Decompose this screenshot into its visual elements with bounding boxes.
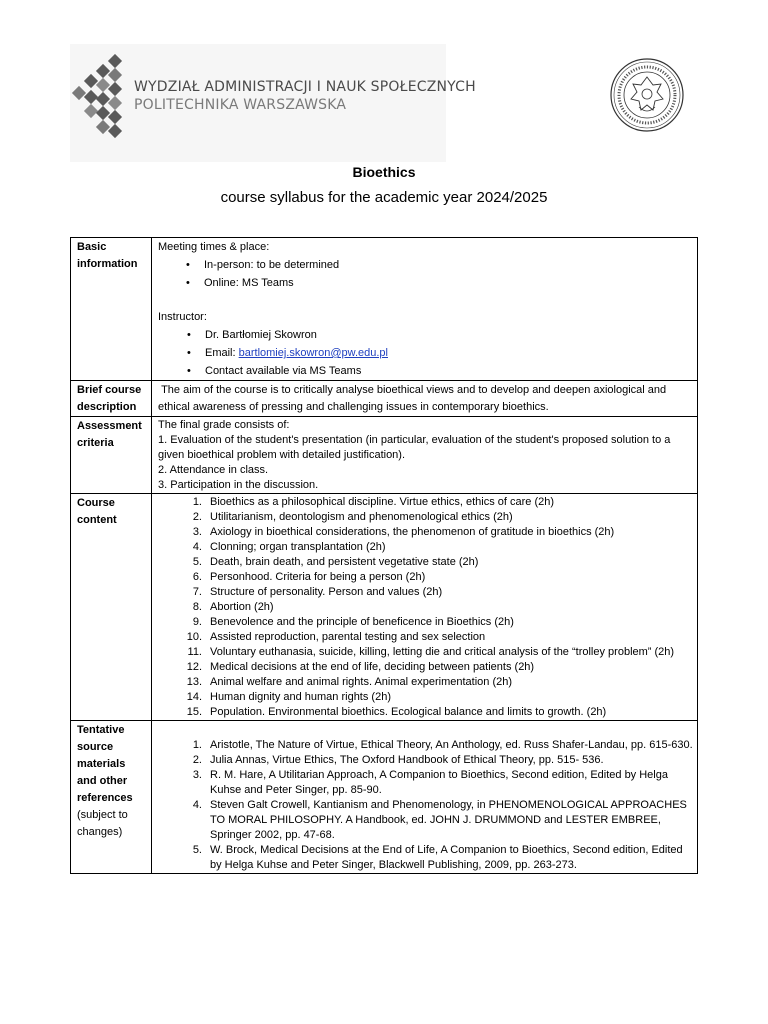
row-basic-information xyxy=(71,238,698,381)
course-content-cell xyxy=(152,494,698,721)
course-topic-item xyxy=(158,690,693,705)
course-topic-item xyxy=(158,495,693,510)
course-topic-item xyxy=(158,705,693,720)
list-number: 3. xyxy=(192,769,202,781)
list-item-text: Clonning; organ transplantation (2h) xyxy=(210,541,386,553)
row-label-assessment: Assessment criteria xyxy=(71,417,152,494)
list-number: 9. xyxy=(192,616,202,628)
instructor-name-text: Dr. Bartłomiej Skowron xyxy=(205,329,317,341)
assessment-line: 1. Evaluation of the student's presentation (in particular, evaluation of the student's proposed solution to a given bioethical problem with detailed justification). xyxy=(158,434,671,461)
list-item-text: Structure of personality. Person and values (2h) xyxy=(210,586,443,598)
faculty-name-line2: POLITECHNIKA WARSZAWSKA xyxy=(134,97,347,113)
list-item-text: Animal welfare and animal rights. Animal experimentation (2h) xyxy=(210,676,513,688)
course-topic-item xyxy=(158,540,693,555)
list-number: 3. xyxy=(192,526,202,538)
basic-information-cell xyxy=(152,238,698,381)
assessment-line: The final grade consists of: xyxy=(158,419,290,431)
list-number: 14. xyxy=(186,691,202,703)
source-reference-item xyxy=(158,798,693,843)
row-course-content xyxy=(71,494,698,721)
course-topic-item xyxy=(158,600,693,615)
course-topic-item xyxy=(158,570,693,585)
list-item-text: W. Brock, Medical Decisions at the End of Life, A Companion to Bioethics, Second edition, Edited by Helga Kuhse and Peter Singer, Blackwell Publishing, 2009, pp. 263-273. xyxy=(210,844,683,871)
list-number: 11. xyxy=(187,646,202,658)
list-number: 1. xyxy=(192,739,202,751)
source-materials-list xyxy=(158,738,693,873)
email-label: Email: xyxy=(205,347,239,359)
list-item: • Online: MS Teams xyxy=(186,274,693,292)
list-number: 13. xyxy=(186,676,202,688)
list-number: 8. xyxy=(192,601,202,613)
assessment-cell xyxy=(152,417,698,494)
instructor-email xyxy=(187,344,693,362)
list-item-text: Abortion (2h) xyxy=(210,601,274,613)
faculty-diamond-logo-icon xyxy=(70,54,132,140)
list-number: 4. xyxy=(192,799,202,811)
list-item-text: Aristotle, The Nature of Virtue, Ethical Theory, An Anthology, ed. Russ Shafer-Landau, pp. 615-630. xyxy=(210,739,693,751)
assessment-line: 3. Participation in the discussion. xyxy=(158,479,319,491)
instructor-contact xyxy=(187,362,693,380)
spacer xyxy=(158,722,693,738)
source-reference-item xyxy=(158,768,693,798)
list-item-text: Population. Environmental bioethics. Ecological balance and limits to growth. (2h) xyxy=(210,706,607,718)
source-reference-item xyxy=(158,753,693,768)
list-number: 5. xyxy=(192,844,202,856)
list-item-text: Personhood. Criteria for being a person (2h) xyxy=(210,571,426,583)
document-title: Bioethics xyxy=(352,164,416,180)
course-topic-item xyxy=(158,645,693,660)
source-materials-cell xyxy=(152,721,698,874)
course-topic-item xyxy=(158,525,693,540)
list-number: 4. xyxy=(192,541,202,553)
instructor-name xyxy=(187,326,693,344)
meeting-heading: Meeting times & place: xyxy=(158,241,270,253)
list-item-text: Medical decisions at the end of life, deciding between patients (2h) xyxy=(210,661,535,673)
source-reference-item xyxy=(158,738,693,753)
brief-description-text: The aim of the course is to critically analyse bioethical views and to develop and deepen axiological and ethical awareness of pressing and challenging issues in contemporary bioethics. xyxy=(152,381,698,417)
faculty-name xyxy=(134,78,476,114)
contact-text: Contact available via MS Teams xyxy=(205,365,362,377)
list-item-text: Axiology in bioethical considerations, the phenomenon of gratitude in bioethics (2h) xyxy=(210,526,615,538)
instructor-list xyxy=(158,326,693,380)
course-topic-item xyxy=(158,615,693,630)
course-topic-item xyxy=(158,630,693,645)
list-number: 7. xyxy=(192,586,202,598)
sources-note: (subject to changes) xyxy=(77,809,128,838)
syllabus-table xyxy=(70,237,698,874)
course-topic-item xyxy=(158,510,693,525)
row-label-sources xyxy=(71,721,152,874)
list-item-text: Steven Galt Crowell, Kantianism and Phenomenology, in PHENOMENOLOGICAL APPROACHES TO MORAL PHILOSOPHY. A Handbook, ed. JOHN J. DRUMMOND and LESTER EMBREE, Springer 2002, pp. 47-68. xyxy=(210,799,687,841)
course-content-list xyxy=(158,495,693,720)
list-item-text: Death, brain death, and persistent vegetative state (2h) xyxy=(210,556,479,568)
course-topic-item xyxy=(158,555,693,570)
list-number: 5. xyxy=(192,556,202,568)
row-brief-description xyxy=(71,381,698,417)
row-assessment-criteria xyxy=(71,417,698,494)
row-source-materials xyxy=(71,721,698,874)
course-topic-item xyxy=(158,660,693,675)
email-link[interactable]: bartlomiej.skowron@pw.edu.pl xyxy=(238,347,388,359)
document-subtitle: course syllabus for the academic year 2024/2025 xyxy=(220,189,548,206)
list-number: 2. xyxy=(192,511,202,523)
list-item: • In-person: to be determined xyxy=(186,256,693,274)
list-number: 1. xyxy=(192,496,202,508)
sources-label: Tentative source materials and other references xyxy=(77,724,133,804)
assessment-line: 2. Attendance in class. xyxy=(158,464,269,476)
row-label-content: Course content xyxy=(71,494,152,721)
list-number: 12. xyxy=(186,661,202,673)
row-label-brief: Brief course description xyxy=(71,381,152,417)
meeting-list xyxy=(158,256,693,292)
list-item-text: Utilitarianism, deontologism and phenomenological ethics (2h) xyxy=(210,511,513,523)
list-item-text: Benevolence and the principle of beneficence in Bioethics (2h) xyxy=(210,616,514,628)
list-number: 2. xyxy=(192,754,202,766)
list-number: 15. xyxy=(186,706,202,718)
list-number: 6. xyxy=(192,571,202,583)
row-label-basic: Basic information xyxy=(71,238,152,381)
faculty-name-line1: WYDZIAŁ ADMINISTRACJI I NAUK SPOŁECZNYCH xyxy=(134,79,476,95)
list-number: 10. xyxy=(186,631,202,643)
list-item-text: Assisted reproduction, parental testing and sex selection xyxy=(210,631,486,643)
list-item-text: Human dignity and human rights (2h) xyxy=(210,691,391,703)
spacer xyxy=(158,292,693,309)
list-item-text: Bioethics as a philosophical discipline. Virtue ethics, ethics of care (2h) xyxy=(210,496,555,508)
university-seal-icon xyxy=(609,57,685,133)
course-topic-item xyxy=(158,675,693,690)
list-item-text: Julia Annas, Virtue Ethics, The Oxford Handbook of Ethical Theory, pp. 515- 536. xyxy=(210,754,604,766)
course-topic-item xyxy=(158,585,693,600)
list-item-text: Voluntary euthanasia, suicide, killing, letting die and critical analysis of the “trolley problem” (2h) xyxy=(210,646,675,658)
source-reference-item xyxy=(158,843,693,873)
list-item-text: R. M. Hare, A Utilitarian Approach, A Companion to Bioethics, Second edition, Edited by Helga Kuhse and Peter Singer, pp. 85-90. xyxy=(210,769,668,796)
instructor-heading: Instructor: xyxy=(158,311,207,323)
